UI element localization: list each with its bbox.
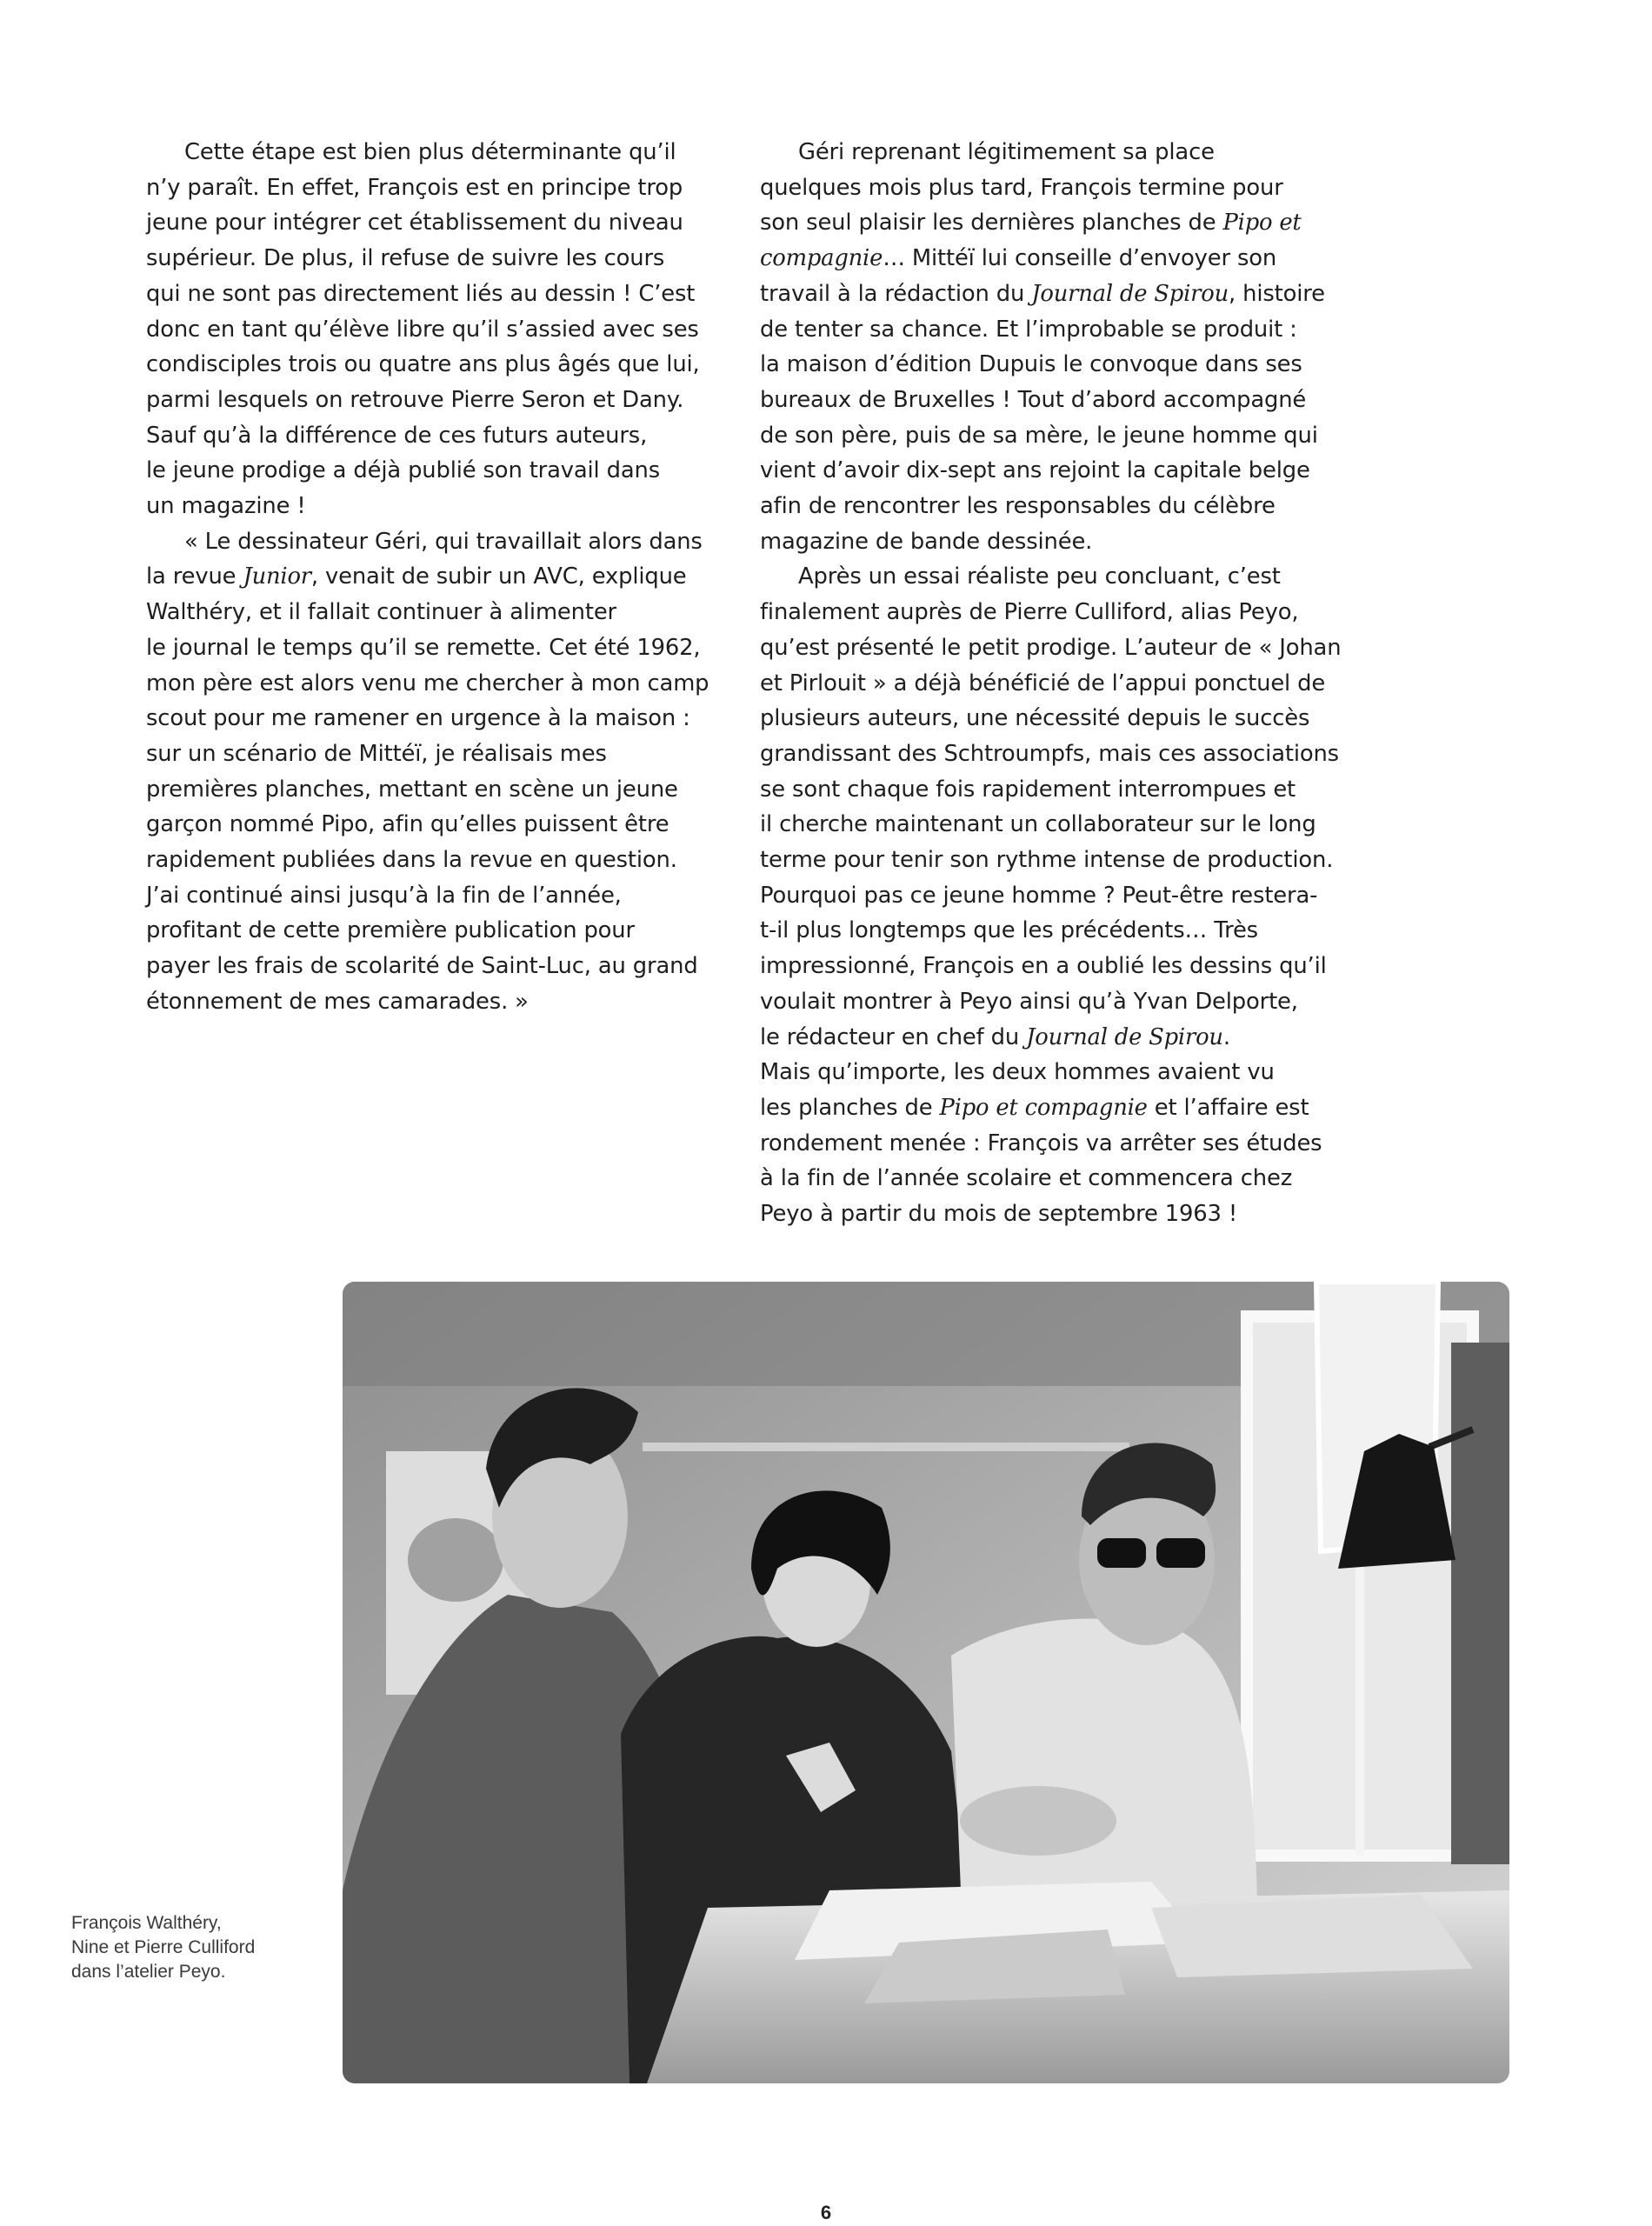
text-line: condisciples trois ou quatre ans plus âgés que lui, [146,351,700,378]
text-line: vient d’avoir dix-sept ans rejoint la capitale belge [760,457,1310,484]
text-line: Géri reprenant légitimement sa place [798,139,1215,165]
text-line: quelques mois plus tard, François termine pour [760,174,1283,201]
text-line: se sont chaque fois rapidement interrompues et [760,776,1296,803]
text-line: la maison d’édition Dupuis le convoque dans ses [760,351,1302,378]
right-text-column [760,135,1342,1232]
text-line: rondement menée : François va arrêter ses études [760,1130,1322,1156]
text-line: qu’est présenté le petit prodige. L’auteur de « Johan [760,634,1342,661]
publication-title: Journal de Spirou [1026,1023,1223,1050]
text-line: Après un essai réaliste peu concluant, c’est [798,563,1281,590]
text-line: sur un scénario de Mittéï, je réalisais mes [146,740,607,767]
text-line: son seul plaisir les dernières planches de Pipo et [760,210,1302,237]
text-line: Walthéry, et il fallait continuer à alimenter [146,599,616,626]
text-line: il cherche maintenant un collaborateur sur le long [760,811,1316,838]
publication-title: compagnie [760,245,883,272]
publication-title: Junior [243,563,311,590]
page-number: 6 [820,2202,832,2223]
text-line: le rédacteur en chef du Journal de Spirou. [760,1023,1230,1050]
text-line: compagnie… Mittéï lui conseille d’envoyer son [760,245,1277,272]
publication-title: Journal de Spirou [1031,280,1229,307]
text-line: Sauf qu’à la différence de ces futurs auteurs, [146,422,648,449]
text-line: Peyo à partir du mois de septembre 1963 ! [760,1201,1238,1228]
text-line: rapidement publiées dans la revue en question. [146,847,677,874]
caption-line: dans l’atelier Peyo. [71,1962,226,1982]
text-line: bureaux de Bruxelles ! Tout d’abord accompagné [760,386,1307,413]
text-line: les planches de Pipo et compagnie et l’affaire est [760,1094,1309,1121]
text-line: à la fin de l’année scolaire et commencera chez [760,1165,1293,1192]
studio-photo [343,1282,1509,2083]
text-line: finalement auprès de Pierre Culliford, alias Peyo, [760,599,1299,626]
text-line: premières planches, mettant en scène un jeune [146,776,678,803]
text-line: un magazine ! [146,493,306,520]
text-line: travail à la rédaction du Journal de Spirou, histoire [760,280,1325,307]
caption-line: Nine et Pierre Culliford [71,1937,256,1957]
text-line: garçon nommé Pipo, afin qu’elles puissent être [146,811,669,838]
text-line: grandissant des Schtroumpfs, mais ces associations [760,740,1339,767]
text-line: t-il plus longtemps que les précédents… Très [760,917,1258,944]
caption-line: François Walthéry, [71,1913,222,1933]
paragraph [146,524,720,1020]
text-line: impressionné, François en a oublié les dessins qu’il [760,953,1327,980]
photo-caption [71,1911,297,1984]
text-line: profitant de cette première publication pour [146,917,635,944]
text-line: plusieurs auteurs, une nécessité depuis le succès [760,705,1310,732]
text-line: J’ai continué ainsi jusqu’à la fin de l’année, [146,882,622,909]
left-text-column [146,135,720,1020]
text-line: Cette étape est bien plus déterminante qu’il [184,139,676,165]
text-line: Pourquoi pas ce jeune homme ? Peut-être restera- [760,882,1318,909]
text-line: afin de rencontrer les responsables du célèbre [760,493,1276,520]
text-line: le journal le temps qu’il se remette. Cet été 1962, [146,634,701,661]
text-line: et Pirlouit » a déjà bénéficié de l’appui ponctuel de [760,670,1326,696]
text-line: qui ne sont pas directement liés au dessin ! C’est [146,280,696,307]
text-line: payer les frais de scolarité de Saint-Luc, au grand [146,953,698,980]
paragraph [760,559,1342,1231]
text-line: « Le dessinateur Géri, qui travaillait alors dans [184,528,703,555]
text-line: parmi lesquels on retrouve Pierre Seron et Dany. [146,386,684,413]
text-line: n’y paraît. En effet, François est en principe trop [146,174,683,201]
text-line: magazine de bande dessinée. [760,528,1093,555]
text-line: la revue Junior, venait de subir un AVC, explique [146,563,687,590]
text-line: scout pour me ramener en urgence à la maison : [146,705,690,732]
text-line: jeune pour intégrer cet établissement du niveau [146,210,683,237]
text-line: voulait montrer à Peyo ainsi qu’à Yvan Delporte, [760,988,1298,1015]
paragraph [760,135,1334,559]
text-line: supérieur. De plus, il refuse de suivre les cours [146,245,665,272]
publication-title: Pipo et compagnie [939,1094,1148,1121]
paragraph [146,135,720,524]
text-line: Mais qu’importe, les deux hommes avaient vu [760,1059,1275,1086]
text-line: le jeune prodige a déjà publié son travail dans [146,457,661,484]
text-line: terme pour tenir son rythme intense de production. [760,847,1334,874]
text-line: de tenter sa chance. Et l’improbable se produit : [760,316,1297,343]
text-line: étonnement de mes camarades. » [146,988,529,1015]
studio-photo-illustration [343,1282,1509,2083]
text-line: donc en tant qu’élève libre qu’il s’assied avec ses [146,316,699,343]
text-line: mon père est alors venu me chercher à mon camp [146,670,709,696]
publication-title: Pipo et [1222,210,1302,237]
text-line: de son père, puis de sa mère, le jeune homme qui [760,422,1318,449]
